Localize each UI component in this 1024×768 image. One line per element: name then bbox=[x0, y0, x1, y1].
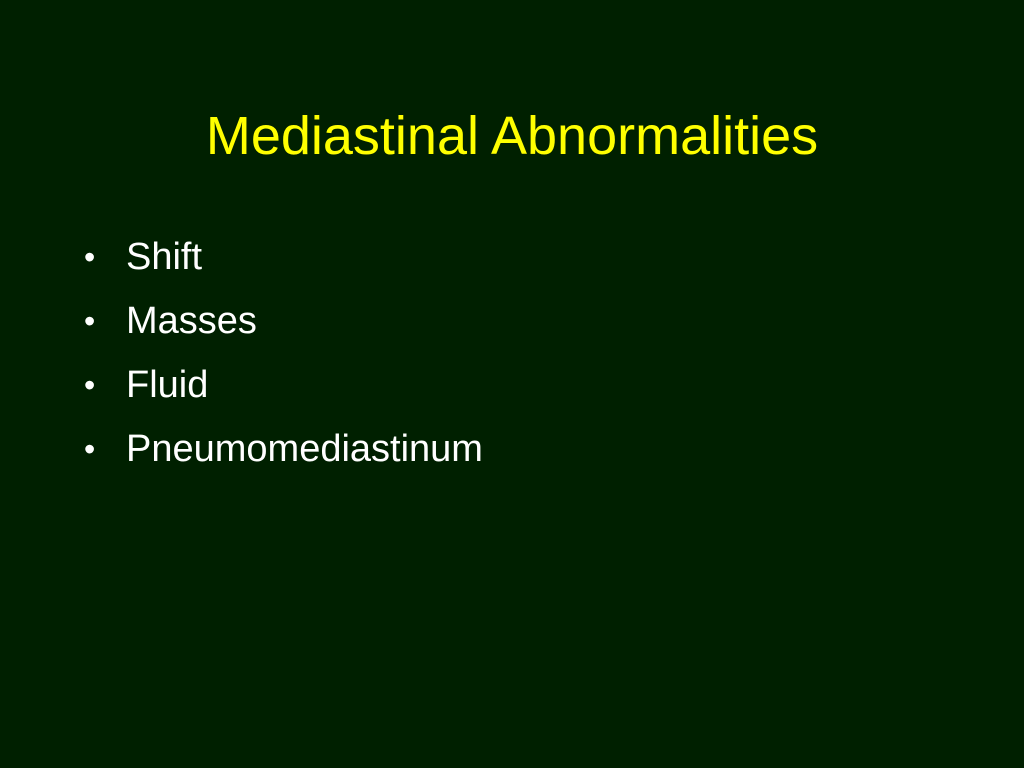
slide-title: Mediastinal Abnormalities bbox=[205, 106, 819, 166]
bullet-icon: • bbox=[84, 367, 96, 403]
bullet-icon: • bbox=[84, 303, 96, 339]
bullet-text: Pneumomediastinum bbox=[126, 428, 483, 470]
bullet-icon: • bbox=[84, 239, 96, 275]
bullet-text: Fluid bbox=[126, 364, 209, 406]
bullet-text: Shift bbox=[126, 236, 203, 278]
bullet-text: Masses bbox=[126, 300, 257, 342]
bullet-icon: • bbox=[84, 431, 96, 467]
